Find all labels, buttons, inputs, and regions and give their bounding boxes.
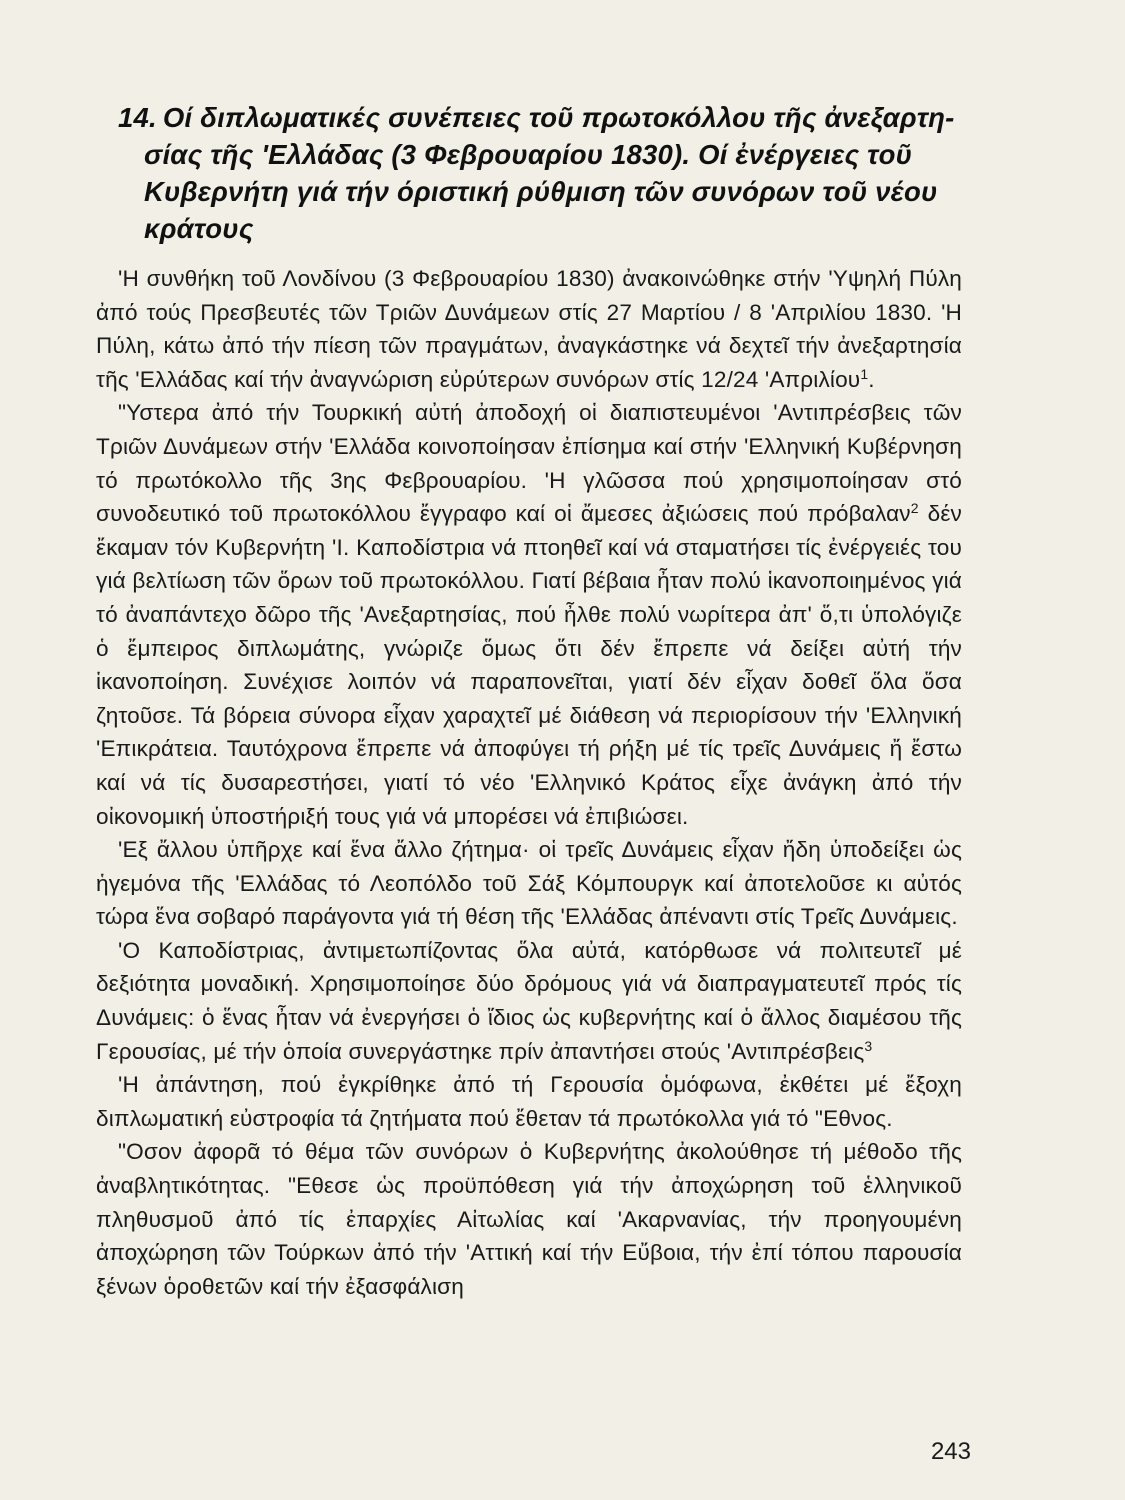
paragraph-text: "Οσον ἀφορᾶ τό θέμα τῶν συνόρων ὁ Κυβερνήτης ἀκολούθησε τή μέθοδο τῆς ἀναβλητικότητας. "Εθεσε ὡς προϋπόθεση γιά τήν ἀποχώρηση τοῦ ἑλληνικοῦ πληθυσμοῦ ἀπό τίς ἐπαρχίες Αἰτωλίας καί 'Ακαρνανίας, τήν προηγουμένη ἀποχώρηση τῶν Τούρκων ἀπό τήν 'Αττική καί τήν Εὔβοια, τήν ἐπί τόπου παρουσία ξένων ὁροθετῶν καί τήν ἐξασφάλιση	[96, 1139, 962, 1299]
paragraph-text: 'Η ἀπάντηση, πού ἐγκρίθηκε ἀπό τή Γερουσία ὁμόφωνα, ἐκθέτει μέ ἔξοχη διπλωματική εὐστροφία τά ζητήματα πού ἔθεταν τά πρωτόκολλα γιά τό "Εθνος.	[96, 1072, 962, 1131]
heading-line-2: σίας τῆς 'Ελλάδας (3 Φεβρουαρίου 1830). Οί ἐνέργειες τοῦ	[144, 139, 913, 170]
footnote-ref: 3	[864, 1037, 873, 1054]
footnote-ref: 1	[860, 365, 869, 382]
chapter-heading	[118, 99, 978, 247]
paragraph	[96, 262, 962, 396]
paragraph	[96, 1068, 962, 1135]
footnote-ref: 2	[910, 500, 919, 517]
heading-line-3: Κυβερνήτη γιά τήν όριστική ρύθμιση τῶν συνόρων τοῦ νέου	[144, 176, 938, 207]
paragraph	[96, 833, 962, 934]
paragraph-text: 'Εξ ἄλλου ὑπῆρχε καί ἕνα ἄλλο ζήτημα· οἱ τρεῖς Δυνάμεις εἶχαν ἤδη ὑποδείξει ὡς ἡγεμόνα τῆς 'Ελλάδας τό Λεοπόλδο τοῦ Σάξ Κόμπουργκ καί ἀποτελοῦσε κι αὐτός τώρα ἕνα σοβαρό παράγοντα γιά τή θέση τῆς 'Ελλάδας ἀπέναντι στίς Τρεῖς Δυνάμεις.	[96, 837, 962, 930]
paragraph-text: 'Ο Καποδίστριας, ἀντιμετωπίζοντας ὅλα αὐτά, κατόρθωσε νά πολιτευτεῖ μέ δεξιότητα μοναδική. Χρησιμοποίησε δύο δρόμους γιά νά διαπραγματευτεῖ πρός τίς Δυνάμεις: ὁ ἕνας ἦταν νά ἐνεργήσει ὁ ἴδιος ὡς κυβερνήτης καί ὁ ἄλλος διαμέσου τῆς Γερουσίας, μέ τήν ὁποία συνεργάστηκε πρίν ἀπαντήσει στούς 'Αντιπρέσβεις	[96, 937, 962, 1064]
page-number: 243	[930, 1438, 971, 1465]
paragraph-text-tail: .	[868, 366, 875, 392]
paragraph	[96, 934, 962, 1068]
paragraph	[96, 1135, 962, 1303]
paragraph	[96, 396, 962, 833]
heading-line-4: κράτους	[144, 213, 254, 244]
paragraph-text: "Υστερα ἀπό τήν Τουρκική αὐτή ἀποδοχή οἱ διαπιστευμένοι 'Αντιπρέσβεις τῶν Τριῶν Δυνάμεων στήν 'Ελλάδα κοινοποίησαν ἐπίσημα καί στήν 'Ελληνική Κυβέρνηση τό πρωτόκολλο τῆς 3ης Φεβρουαρίου. 'Η γλῶσσα πού χρησιμοποίησαν στό συνοδευτικό τοῦ πρωτοκόλλου ἔγγραφο καί οἱ ἄμεσες ἀξιώσεις πού πρόβαλαν	[96, 400, 962, 527]
heading-line-1: Οί διπλωματικές συνέπειες τοῦ πρωτοκόλλου τῆς ἀνεξαρτη-	[162, 102, 955, 133]
body-text	[96, 262, 962, 1303]
paragraph-text-tail: δέν ἔκαμαν τόν Κυβερνήτη 'Ι. Καποδίστρια νά πτοηθεῖ καί νά σταματήσει τίς ἐνέργειές του γιά βελτίωση τῶν ὅρων τοῦ πρωτοκόλλου. Γιατί βέβαια ἦταν πολύ ἱκανοποιημένος γιά τό ἀναπάντεχο δῶρο τῆς 'Ανεξαρτησίας, πού ἦλθε πολύ νωρίτερα ἀπ' ὅ,τι ὑπολόγιζε ὁ ἔμπειρος διπλωμάτης, γνώριζε ὅμως ὅτι δέν ἔπρεπε νά δείξει αὐτή τήν ἱκανοποίηση. Συνέχισε λοιπόν νά παραπονεῖται, γιατί δέν εἶχαν δοθεῖ ὅλα ὅσα ζητοῦσε. Τά βόρεια σύνορα εἶχαν χαραχτεῖ μέ διάθεση νά περιορίσουν τήν 'Ελληνική 'Επικράτεια. Ταυτόχρονα ἔπρεπε νά ἀποφύγει τή ρήξη μέ τίς τρεῖς Δυνάμεις ἤ ἔστω καί νά τίς δυσαρεστήσει, γιατί τό νέο 'Ελληνικό Κράτος εἶχε ἀνάγκη ἀπό τήν οἰκονομική ὑποστήριξή τους γιά νά μπορέσει νά ἐπιβιώσει.	[96, 501, 962, 829]
chapter-number: 14.	[118, 102, 157, 133]
paragraph-text: 'Η συνθήκη τοῦ Λονδίνου (3 Φεβρουαρίου 1830) ἀνακοινώθηκε στήν 'Υψηλή Πύλη ἀπό τούς Πρεσβευτές τῶν Τριῶν Δυνάμεων στίς 27 Μαρτίου / 8 'Απριλίου 1830. 'Η Πύλη, κάτω ἀπό τήν πίεση τῶν πραγμάτων, ἀναγκάστηκε νά δεχτεῖ τήν ἀνεξαρτησία τῆς 'Ελλάδας καί τήν ἀναγνώριση εὐρύτερων συνόρων στίς 12/24 'Απριλίου	[96, 266, 962, 392]
